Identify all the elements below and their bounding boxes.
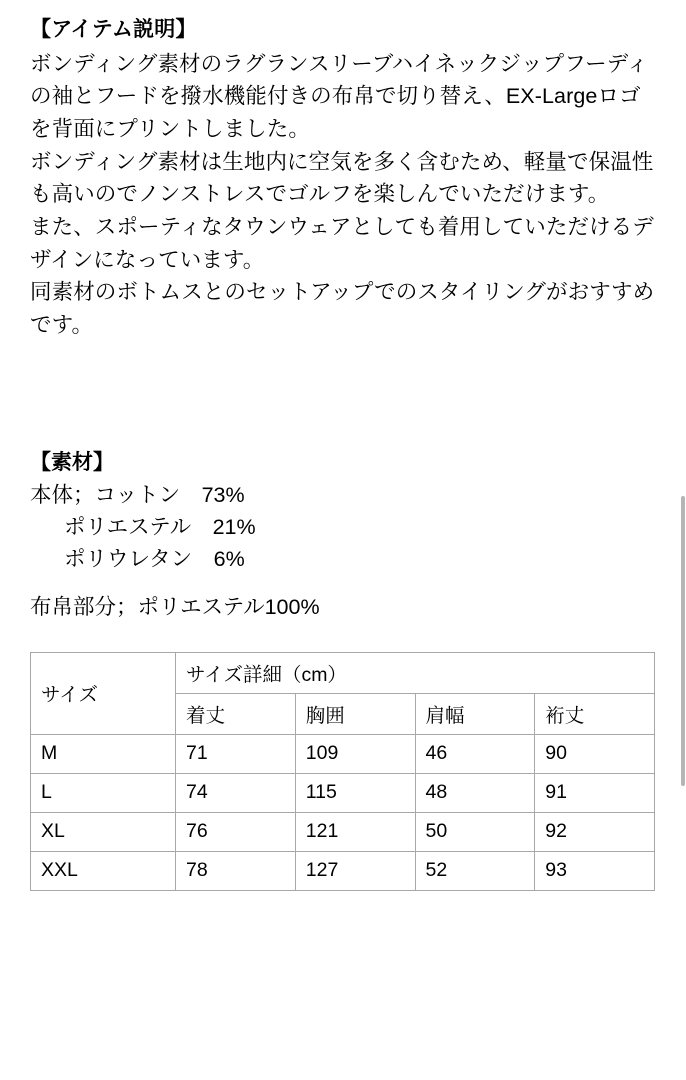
cell-xl-length: 76 <box>176 812 296 851</box>
table-row <box>31 851 655 890</box>
cell-m-sleeve: 90 <box>535 734 655 773</box>
description-paragraph-4: 同素材のボトムスとのセットアップでのスタイリングがおすすめです。 <box>30 280 655 337</box>
material-section <box>30 446 656 624</box>
cell-xl-sleeve: 92 <box>535 812 655 851</box>
table-row <box>31 812 655 851</box>
cell-l-sleeve: 91 <box>535 773 655 812</box>
size-column-header: サイズ <box>31 652 176 734</box>
cell-xxl-chest: 127 <box>295 851 415 890</box>
row-size-xxl: XXL <box>31 851 176 890</box>
material-spacer <box>30 575 656 591</box>
table-row <box>31 734 655 773</box>
size-table-section <box>30 652 656 891</box>
cell-l-length: 74 <box>176 773 296 812</box>
cell-m-length: 71 <box>176 734 296 773</box>
page-scrollbar[interactable] <box>681 496 685 786</box>
cell-xxl-sleeve: 93 <box>535 851 655 890</box>
cell-xxl-length: 78 <box>176 851 296 890</box>
table-header-row-1 <box>31 652 655 693</box>
size-detail-header: サイズ詳細（cm） <box>176 652 655 693</box>
material-line-polyurethane: ポリウレタン 6% <box>64 547 245 572</box>
size-table <box>30 652 655 891</box>
description-paragraph-1: ボンディング素材のラグランスリーブハイネックジップフーディの袖とフードを撥水機能付きの布帛で切り替え、EX-Largeロゴを背面にプリントしました。 <box>30 51 649 141</box>
material-line-fabric: 布帛部分；ポリエステル100% <box>30 595 320 620</box>
row-size-m: M <box>31 734 176 773</box>
table-row <box>31 773 655 812</box>
material-line-body: 本体；コットン 73% <box>30 482 245 507</box>
column-header-sleeve: 裄丈 <box>535 693 655 734</box>
row-size-l: L <box>31 773 176 812</box>
material-line-polyester: ポリエステル 21% <box>64 514 256 539</box>
cell-l-shoulder: 48 <box>415 773 535 812</box>
cell-xl-shoulder: 50 <box>415 812 535 851</box>
cell-l-chest: 115 <box>295 773 415 812</box>
column-header-length: 着丈 <box>176 693 296 734</box>
material-heading: 【素材】 <box>30 450 114 474</box>
description-paragraph-3: また、スポーティなタウンウェアとしても着用していただけるデザインになっています。 <box>30 214 654 272</box>
cell-m-chest: 109 <box>295 734 415 773</box>
column-header-chest: 胸囲 <box>295 693 415 734</box>
cell-m-shoulder: 46 <box>415 734 535 773</box>
item-description-heading: 【アイテム説明】 <box>30 18 197 41</box>
row-size-xl: XL <box>31 812 176 851</box>
column-header-shoulder: 肩幅 <box>415 693 535 734</box>
section-spacer <box>30 342 656 446</box>
cell-xxl-shoulder: 52 <box>415 851 535 890</box>
item-description-section <box>30 14 656 342</box>
cell-xl-chest: 121 <box>295 812 415 851</box>
description-paragraph-2: ボンディング素材は生地内に空気を多く含むため、軽量で保温性も高いのでノンストレスでゴルフを楽しんでいただけます。 <box>30 149 654 207</box>
